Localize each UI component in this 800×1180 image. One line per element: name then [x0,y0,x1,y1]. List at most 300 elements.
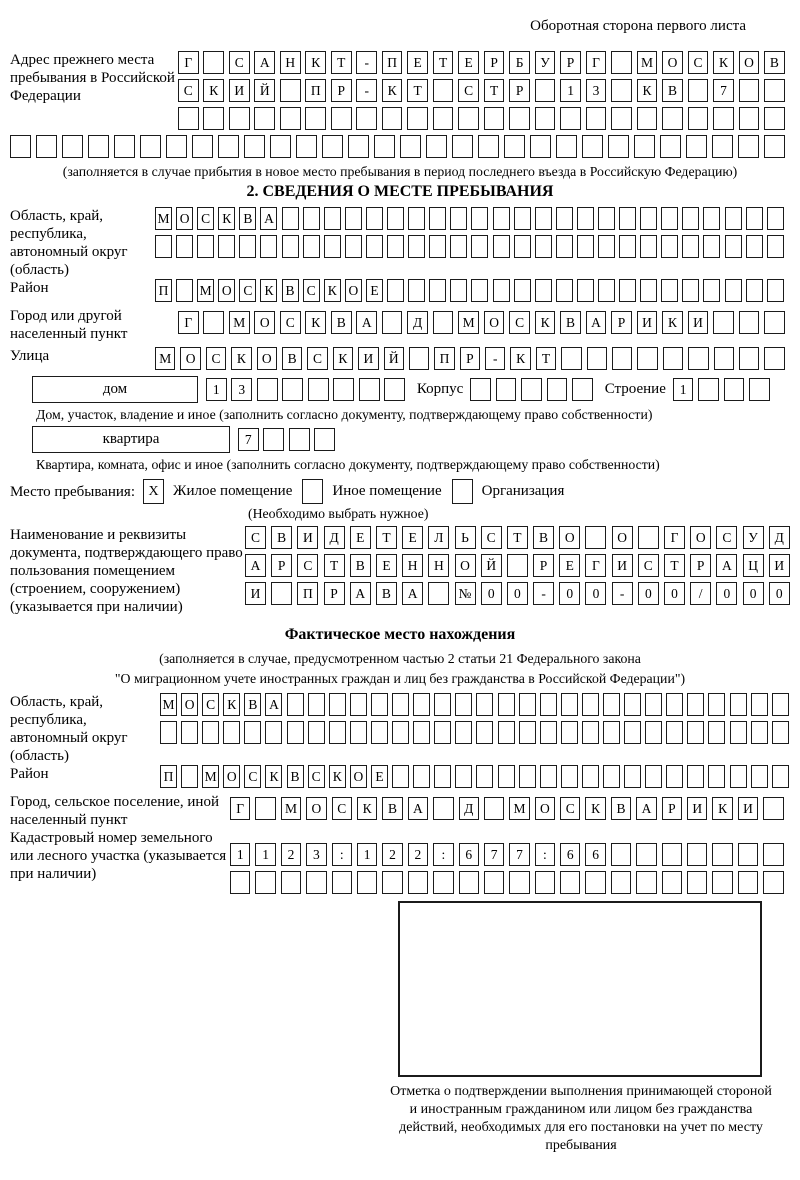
char-cell[interactable] [662,843,682,866]
char-cell[interactable] [197,235,214,258]
char-cell[interactable] [239,235,256,258]
char-cell[interactable]: П [382,51,403,74]
char-cell[interactable] [746,279,763,302]
char-cell[interactable] [408,871,428,894]
char-cell[interactable] [611,79,632,102]
char-cell[interactable] [413,721,430,744]
char-cell[interactable]: 0 [743,582,764,605]
char-cell[interactable] [178,107,199,130]
char-cell[interactable] [308,693,325,716]
char-cell[interactable] [663,347,683,370]
char-cell[interactable]: О [690,526,711,549]
char-cell[interactable] [382,107,403,130]
char-cell[interactable] [660,135,681,158]
char-cell[interactable] [409,347,429,370]
char-cell[interactable]: 6 [585,843,605,866]
char-cell[interactable] [764,347,784,370]
char-cell[interactable]: С [308,765,325,788]
char-cell[interactable]: Р [509,79,530,102]
char-cell[interactable] [772,693,789,716]
char-cell[interactable] [366,235,383,258]
char-cell[interactable] [712,843,732,866]
char-cell[interactable] [176,279,193,302]
char-cell[interactable]: В [287,765,304,788]
char-cell[interactable]: Т [324,554,345,577]
char-cell[interactable]: В [350,554,371,577]
char-cell[interactable] [509,107,530,130]
char-cell[interactable]: К [260,279,277,302]
char-cell[interactable] [585,871,605,894]
char-cell[interactable] [560,107,581,130]
char-cell[interactable]: С [560,797,580,820]
char-cell[interactable]: Л [428,526,449,549]
char-cell[interactable]: К [231,347,251,370]
char-cell[interactable] [714,347,734,370]
char-cell[interactable]: С [297,554,318,577]
char-cell[interactable]: К [305,311,326,334]
char-cell[interactable] [366,207,383,230]
char-cell[interactable]: - [485,347,505,370]
char-cell[interactable] [703,207,720,230]
char-cell[interactable]: С [458,79,479,102]
char-cell[interactable]: М [155,347,175,370]
char-cell[interactable] [730,765,747,788]
char-cell[interactable]: Т [376,526,397,549]
char-cell[interactable] [738,135,759,158]
char-cell[interactable] [498,765,515,788]
char-cell[interactable] [763,797,783,820]
char-cell[interactable] [688,79,709,102]
char-cell[interactable] [155,235,172,258]
char-cell[interactable] [634,135,655,158]
char-cell[interactable]: - [356,79,377,102]
char-cell[interactable]: 0 [769,582,790,605]
char-cell[interactable]: Р [460,347,480,370]
char-cell[interactable] [739,79,760,102]
char-cell[interactable]: Г [230,797,250,820]
char-cell[interactable] [688,107,709,130]
char-cell[interactable] [408,235,425,258]
char-cell[interactable] [661,279,678,302]
char-cell[interactable]: О [218,279,235,302]
char-cell[interactable] [637,107,658,130]
char-cell[interactable]: С [481,526,502,549]
char-cell[interactable] [455,765,472,788]
char-cell[interactable]: О [176,207,193,230]
char-cell[interactable]: К [357,797,377,820]
char-cell[interactable] [687,693,704,716]
char-cell[interactable]: С [178,79,199,102]
char-cell[interactable] [218,135,239,158]
char-cell[interactable] [666,693,683,716]
char-cell[interactable] [598,235,615,258]
char-cell[interactable] [645,721,662,744]
char-cell[interactable]: И [687,797,707,820]
char-cell[interactable] [203,311,224,334]
char-cell[interactable] [387,279,404,302]
char-cell[interactable] [586,107,607,130]
char-cell[interactable] [413,765,430,788]
char-cell[interactable] [763,871,783,894]
char-cell[interactable] [504,135,525,158]
char-cell[interactable] [661,207,678,230]
char-cell[interactable] [703,279,720,302]
char-cell[interactable]: К [305,51,326,74]
char-cell[interactable]: Р [271,554,292,577]
char-cell[interactable] [751,765,768,788]
char-cell[interactable] [749,378,770,401]
char-cell[interactable]: М [229,311,250,334]
char-cell[interactable]: / [690,582,711,605]
char-cell[interactable] [265,721,282,744]
char-cell[interactable]: 0 [481,582,502,605]
char-cell[interactable]: К [382,79,403,102]
char-cell[interactable] [556,207,573,230]
char-cell[interactable] [280,79,301,102]
char-cell[interactable]: 0 [716,582,737,605]
char-cell[interactable]: Т [433,51,454,74]
char-cell[interactable] [322,135,343,158]
char-cell[interactable]: И [297,526,318,549]
char-cell[interactable]: - [533,582,554,605]
char-cell[interactable] [582,135,603,158]
char-cell[interactable]: 0 [559,582,580,605]
char-cell[interactable]: У [535,51,556,74]
char-cell[interactable]: В [533,526,554,549]
char-cell[interactable] [712,135,733,158]
char-cell[interactable] [764,311,785,334]
char-cell[interactable]: Р [690,554,711,577]
char-cell[interactable]: К [713,51,734,74]
char-cell[interactable] [476,765,493,788]
char-cell[interactable] [254,107,275,130]
char-cell[interactable] [287,693,304,716]
char-cell[interactable] [306,871,326,894]
char-cell[interactable] [556,279,573,302]
char-cell[interactable]: Н [402,554,423,577]
char-cell[interactable]: О [306,797,326,820]
char-cell[interactable]: Т [407,79,428,102]
char-cell[interactable] [686,135,707,158]
char-cell[interactable] [429,279,446,302]
char-cell[interactable] [229,107,250,130]
char-cell[interactable]: А [265,693,282,716]
char-cell[interactable] [270,135,291,158]
char-cell[interactable] [255,871,275,894]
char-cell[interactable] [498,721,515,744]
char-cell[interactable]: Р [611,311,632,334]
char-cell[interactable]: М [202,765,219,788]
char-cell[interactable] [296,135,317,158]
char-cell[interactable]: И [358,347,378,370]
char-cell[interactable]: Г [178,311,199,334]
char-cell[interactable]: А [245,554,266,577]
char-cell[interactable] [484,871,504,894]
char-cell[interactable] [426,135,447,158]
char-cell[interactable]: С [197,207,214,230]
char-cell[interactable] [282,378,303,401]
char-cell[interactable]: С [638,554,659,577]
char-cell[interactable] [260,235,277,258]
char-cell[interactable]: О [345,279,362,302]
char-cell[interactable] [271,582,292,605]
char-cell[interactable] [662,107,683,130]
char-cell[interactable] [582,721,599,744]
char-cell[interactable]: 0 [585,582,606,605]
char-cell[interactable]: О [455,554,476,577]
char-cell[interactable]: 1 [357,843,377,866]
char-cell[interactable] [458,107,479,130]
char-cell[interactable]: С [332,797,352,820]
char-cell[interactable] [308,721,325,744]
char-cell[interactable] [739,107,760,130]
char-cell[interactable] [140,135,161,158]
char-cell[interactable]: Д [769,526,790,549]
char-cell[interactable]: С [245,526,266,549]
char-cell[interactable]: В [282,347,302,370]
char-cell[interactable]: 2 [408,843,428,866]
char-cell[interactable] [331,107,352,130]
char-cell[interactable]: Р [533,554,554,577]
char-cell[interactable] [413,693,430,716]
char-cell[interactable] [688,347,708,370]
char-cell[interactable]: Р [662,797,682,820]
char-cell[interactable] [637,347,657,370]
char-cell[interactable]: С [239,279,256,302]
char-cell[interactable] [371,721,388,744]
char-cell[interactable] [682,207,699,230]
checkbox-residential[interactable]: X [143,479,164,504]
char-cell[interactable] [387,207,404,230]
char-cell[interactable] [484,107,505,130]
char-cell[interactable]: С [303,279,320,302]
char-cell[interactable] [433,871,453,894]
char-cell[interactable]: Н [280,51,301,74]
char-cell[interactable]: - [356,51,377,74]
char-cell[interactable]: И [612,554,633,577]
char-cell[interactable] [433,797,453,820]
char-cell[interactable] [471,279,488,302]
char-cell[interactable]: 1 [673,378,694,401]
char-cell[interactable]: В [376,582,397,605]
char-cell[interactable] [400,135,421,158]
char-cell[interactable]: 6 [560,843,580,866]
char-cell[interactable] [345,207,362,230]
char-cell[interactable]: О [350,765,367,788]
char-cell[interactable]: П [297,582,318,605]
char-cell[interactable]: А [408,797,428,820]
char-cell[interactable] [598,207,615,230]
char-cell[interactable] [263,428,284,451]
char-cell[interactable] [392,721,409,744]
char-cell[interactable] [746,207,763,230]
char-cell[interactable] [687,765,704,788]
char-cell[interactable] [739,347,759,370]
char-cell[interactable] [767,279,784,302]
char-cell[interactable] [561,693,578,716]
char-cell[interactable] [514,207,531,230]
char-cell[interactable] [521,378,542,401]
house-type-field[interactable]: дом [32,376,198,403]
char-cell[interactable] [703,235,720,258]
char-cell[interactable]: О [223,765,240,788]
char-cell[interactable] [433,79,454,102]
char-cell[interactable]: А [586,311,607,334]
char-cell[interactable] [662,871,682,894]
char-cell[interactable] [218,235,235,258]
char-cell[interactable] [10,135,31,158]
char-cell[interactable] [223,721,240,744]
char-cell[interactable] [603,693,620,716]
char-cell[interactable]: О [180,347,200,370]
char-cell[interactable] [230,871,250,894]
char-cell[interactable]: Й [384,347,404,370]
char-cell[interactable]: П [434,347,454,370]
char-cell[interactable]: С [280,311,301,334]
char-cell[interactable] [429,207,446,230]
char-cell[interactable]: И [738,797,758,820]
char-cell[interactable]: Е [350,526,371,549]
char-cell[interactable] [471,207,488,230]
char-cell[interactable] [324,235,341,258]
char-cell[interactable] [612,347,632,370]
char-cell[interactable] [434,721,451,744]
char-cell[interactable] [645,765,662,788]
char-cell[interactable] [519,721,536,744]
char-cell[interactable] [282,235,299,258]
char-cell[interactable]: И [637,311,658,334]
char-cell[interactable] [577,207,594,230]
char-cell[interactable] [624,765,641,788]
char-cell[interactable]: О [257,347,277,370]
char-cell[interactable] [356,107,377,130]
char-cell[interactable]: С [206,347,226,370]
char-cell[interactable] [725,207,742,230]
char-cell[interactable]: 6 [459,843,479,866]
char-cell[interactable]: Е [402,526,423,549]
char-cell[interactable] [661,235,678,258]
char-cell[interactable] [392,765,409,788]
char-cell[interactable]: В [764,51,785,74]
char-cell[interactable]: В [611,797,631,820]
char-cell[interactable]: Р [560,51,581,74]
char-cell[interactable]: К [329,765,346,788]
char-cell[interactable] [767,235,784,258]
char-cell[interactable]: С [716,526,737,549]
char-cell[interactable] [408,279,425,302]
char-cell[interactable]: Т [331,51,352,74]
char-cell[interactable] [611,871,631,894]
char-cell[interactable]: 1 [206,378,227,401]
char-cell[interactable]: П [155,279,172,302]
char-cell[interactable] [603,765,620,788]
char-cell[interactable]: 7 [238,428,259,451]
char-cell[interactable] [498,693,515,716]
char-cell[interactable]: А [636,797,656,820]
char-cell[interactable]: К [324,279,341,302]
char-cell[interactable] [244,135,265,158]
char-cell[interactable]: Е [366,279,383,302]
char-cell[interactable]: Д [407,311,428,334]
char-cell[interactable] [561,347,581,370]
char-cell[interactable] [387,235,404,258]
checkbox-other-premise[interactable] [302,479,323,504]
char-cell[interactable]: Д [324,526,345,549]
char-cell[interactable]: М [281,797,301,820]
char-cell[interactable] [514,279,531,302]
char-cell[interactable] [450,235,467,258]
char-cell[interactable] [384,378,405,401]
char-cell[interactable] [429,235,446,258]
char-cell[interactable]: Р [324,582,345,605]
char-cell[interactable] [507,554,528,577]
char-cell[interactable]: 1 [255,843,275,866]
char-cell[interactable]: О [484,311,505,334]
char-cell[interactable] [514,235,531,258]
char-cell[interactable]: Е [376,554,397,577]
char-cell[interactable] [280,107,301,130]
char-cell[interactable] [484,797,504,820]
char-cell[interactable]: У [743,526,764,549]
char-cell[interactable] [509,871,529,894]
char-cell[interactable] [160,721,177,744]
char-cell[interactable] [619,235,636,258]
char-cell[interactable] [767,207,784,230]
char-cell[interactable]: К [223,693,240,716]
premise-type-field[interactable]: квартира [32,426,230,453]
char-cell[interactable]: 2 [382,843,402,866]
char-cell[interactable]: А [350,582,371,605]
char-cell[interactable]: М [160,693,177,716]
char-cell[interactable] [407,107,428,130]
char-cell[interactable] [493,207,510,230]
char-cell[interactable] [638,526,659,549]
char-cell[interactable] [329,693,346,716]
char-cell[interactable]: П [305,79,326,102]
char-cell[interactable] [535,107,556,130]
char-cell[interactable]: Й [481,554,502,577]
char-cell[interactable] [577,279,594,302]
char-cell[interactable]: С [229,51,250,74]
char-cell[interactable]: Й [254,79,275,102]
char-cell[interactable]: В [282,279,299,302]
char-cell[interactable]: К [712,797,732,820]
char-cell[interactable] [392,693,409,716]
char-cell[interactable] [764,79,785,102]
char-cell[interactable] [730,721,747,744]
char-cell[interactable] [433,107,454,130]
char-cell[interactable]: К [637,79,658,102]
char-cell[interactable]: Г [586,51,607,74]
char-cell[interactable]: № [455,582,476,605]
char-cell[interactable]: К [535,311,556,334]
char-cell[interactable] [682,279,699,302]
char-cell[interactable]: 3 [306,843,326,866]
char-cell[interactable] [713,107,734,130]
char-cell[interactable]: Р [484,51,505,74]
char-cell[interactable] [345,235,362,258]
char-cell[interactable] [348,135,369,158]
char-cell[interactable] [62,135,83,158]
char-cell[interactable]: С [688,51,709,74]
char-cell[interactable]: Е [458,51,479,74]
char-cell[interactable]: : [332,843,352,866]
char-cell[interactable]: С [244,765,261,788]
char-cell[interactable]: А [356,311,377,334]
char-cell[interactable] [530,135,551,158]
char-cell[interactable]: К [218,207,235,230]
char-cell[interactable] [255,797,275,820]
